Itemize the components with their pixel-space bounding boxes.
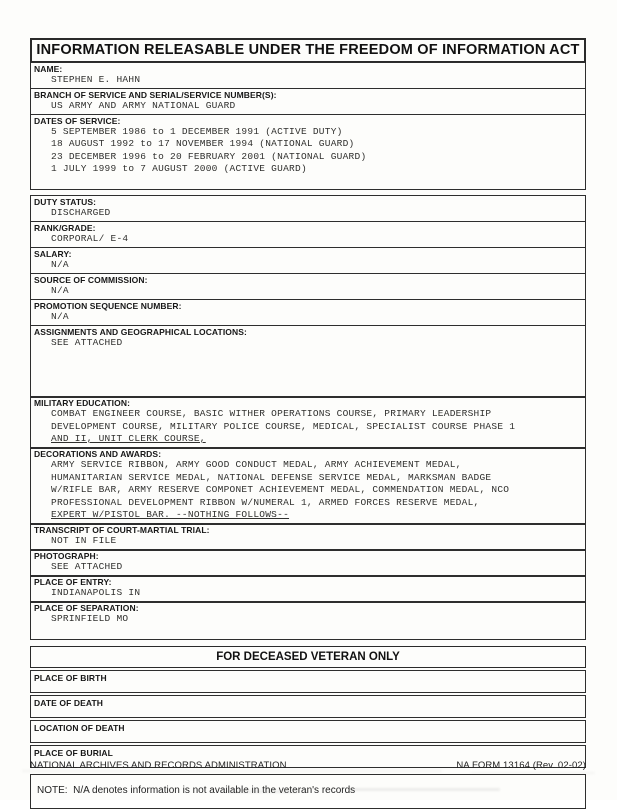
field-label: MILITARY EDUCATION: bbox=[34, 398, 131, 408]
field-value: N/A bbox=[51, 310, 69, 322]
field-label: DUTY STATUS: bbox=[34, 196, 97, 207]
field-label: TRANSCRIPT OF COURT-MARTIAL TRIAL: bbox=[34, 525, 210, 535]
foia-form bbox=[30, 38, 586, 809]
field-value-line: ARMY SERVICE RIBBON, ARMY GOOD CONDUCT MEDAL, ARMY ACHIEVEMENT MEDAL, bbox=[51, 459, 462, 470]
field-value: N/A bbox=[51, 284, 69, 296]
field-row-branch-of-service bbox=[30, 88, 586, 116]
field-row-assignments-locations bbox=[30, 325, 586, 398]
footer-agency-name: NATIONAL ARCHIVES AND RECORDS ADMINISTRATION bbox=[30, 760, 287, 771]
form-title: INFORMATION RELEASABLE UNDER THE FREEDOM OF INFORMATION ACT bbox=[30, 38, 586, 63]
field-value: SEE ATTACHED bbox=[51, 561, 123, 572]
field-label: LOCATION OF DEATH bbox=[34, 722, 125, 733]
field-value-line: DEVELOPMENT COURSE, MILITARY POLICE COURSE, MEDICAL, SPECIALIST COURSE PHASE 1 bbox=[51, 420, 516, 432]
field-label: PHOTOGRAPH: bbox=[34, 551, 99, 561]
field-row-name bbox=[30, 62, 586, 90]
field-value-line: 18 AUGUST 1992 to 17 NOVEMBER 1994 (NATIONAL GUARD) bbox=[51, 138, 355, 149]
field-label: SALARY: bbox=[34, 248, 72, 259]
field-row-salary bbox=[30, 247, 586, 275]
field-value: CORPORAL/ E-4 bbox=[51, 232, 129, 244]
field-value-line: EXPERT W/PISTOL BAR. --NOTHING FOLLOWS-- bbox=[51, 509, 290, 520]
field-value: INDIANAPOLIS IN bbox=[51, 587, 141, 598]
field-row-duty-status bbox=[30, 195, 586, 223]
field-label: RANK/GRADE: bbox=[34, 222, 96, 233]
field-row-military-education bbox=[30, 396, 586, 449]
field-label: PLACE OF SEPARATION: bbox=[34, 603, 139, 613]
field-value-line: PROFESSIONAL DEVELOPMENT RIBBON W/NUMERAL 1, ARMED FORCES RESERVE MEDAL, bbox=[51, 496, 480, 508]
field-label: SOURCE OF COMMISSION: bbox=[34, 274, 148, 285]
field-value: SEE ATTACHED bbox=[51, 336, 123, 348]
field-row-place-of-birth bbox=[30, 670, 586, 693]
field-value-line: HUMANITARIAN SERVICE MEDAL, NATIONAL DEFENSE SERVICE MEDAL, MARKSMAN BADGE bbox=[51, 471, 492, 483]
field-row-place-of-entry bbox=[30, 575, 586, 603]
field-label: PLACE OF ENTRY: bbox=[34, 577, 112, 587]
field-value: NOT IN FILE bbox=[51, 535, 117, 546]
form-footer bbox=[30, 760, 586, 771]
field-label: PLACE OF BURIAL bbox=[34, 747, 113, 758]
field-value-line: AND II, UNIT CLERK COURSE, bbox=[51, 433, 206, 444]
field-label: NAME: bbox=[34, 63, 63, 74]
field-label: BRANCH OF SERVICE AND SERIAL/SERVICE NUMBER(S): bbox=[34, 89, 277, 100]
field-row-place-of-separation bbox=[30, 601, 586, 640]
note-text: NOTE: N/A denotes information is not available in the veteran's records bbox=[37, 784, 356, 796]
field-label: ASSIGNMENTS AND GEOGRAPHICAL LOCATIONS: bbox=[34, 326, 247, 337]
field-row-photograph bbox=[30, 549, 586, 577]
note-row bbox=[30, 774, 586, 809]
field-label: DECORATIONS AND AWARDS: bbox=[34, 449, 162, 459]
footer-form-number: NA FORM 13164 (Rev. 02-02) bbox=[456, 760, 586, 771]
field-row-promotion-sequence-number bbox=[30, 299, 586, 327]
field-row-source-of-commission bbox=[30, 273, 586, 301]
field-row-dates-of-service bbox=[30, 114, 586, 190]
field-value: DISCHARGED bbox=[51, 206, 111, 218]
field-row-court-martial-transcript bbox=[30, 523, 586, 551]
deceased-section-header: FOR DECEASED VETERAN ONLY bbox=[30, 646, 586, 668]
field-value: STEPHEN E. HAHN bbox=[51, 73, 141, 85]
field-row-decorations-awards bbox=[30, 447, 586, 525]
field-value: US ARMY AND ARMY NATIONAL GUARD bbox=[51, 99, 236, 111]
field-row-location-of-death bbox=[30, 720, 586, 743]
field-row-date-of-death bbox=[30, 695, 586, 718]
field-value-line: 5 SEPTEMBER 1986 to 1 DECEMBER 1991 (ACTIVE DUTY) bbox=[51, 125, 343, 137]
field-label: DATE OF DEATH bbox=[34, 697, 103, 708]
field-label: DATES OF SERVICE: bbox=[34, 115, 121, 126]
field-value: SPRINFIELD MO bbox=[51, 613, 129, 624]
field-value-line: 1 JULY 1999 to 7 AUGUST 2000 (ACTIVE GUARD) bbox=[51, 163, 307, 174]
field-row-rank-grade bbox=[30, 221, 586, 249]
field-value-line: COMBAT ENGINEER COURSE, BASIC WITHER OPERATIONS COURSE, PRIMARY LEADERSHIP bbox=[51, 408, 492, 419]
field-value: N/A bbox=[51, 258, 69, 270]
field-label: PROMOTION SEQUENCE NUMBER: bbox=[34, 300, 182, 311]
field-value-line: 23 DECEMBER 1996 to 20 FEBRUARY 2001 (NATIONAL GUARD) bbox=[51, 150, 367, 162]
field-label: PLACE OF BIRTH bbox=[34, 672, 107, 683]
field-value-line: W/RIFLE BAR, ARMY RESERVE COMPONET ACHIEVEMENT MEDAL, COMMENDATION MEDAL, NCO bbox=[51, 484, 510, 495]
